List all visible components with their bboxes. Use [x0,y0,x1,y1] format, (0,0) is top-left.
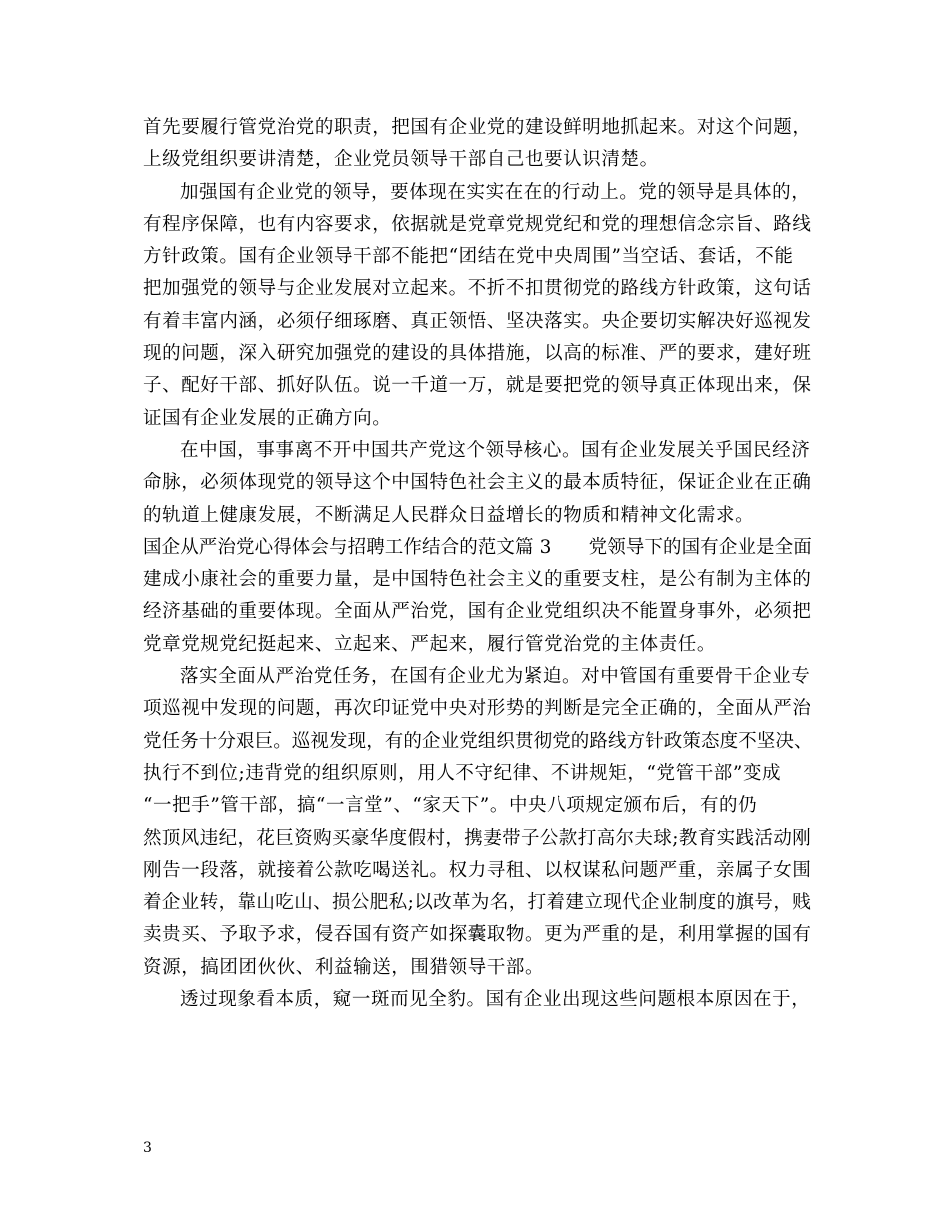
text-line: 经济基础的重要体现。全面从严治党，国有企业党组织决不能置身事外，必须把 [143,601,812,623]
text-line: 国企从严治党心得体会与招聘工作结合的范文篇 3 党领导下的国有企业是全面 [143,536,812,558]
text-line: 现的问题，深入研究加强党的建设的具体措施，以高的标准、严的要求，建好班 [143,343,812,365]
text-line: 首先要履行管党治党的职责，把国有企业党的建设鲜明地抓起来。对这个问题， [143,117,812,138]
text-line: 党章党规党纪挺起来、立起来、严起来，履行管党治党的主体责任。 [143,633,717,655]
text-line: 党任务十分艰巨。巡视发现，有的企业党组织贯彻党的路线方针政策态度不坚决、 [143,730,813,752]
text-line: “一把手”管干部，搞“一言堂”、“家天下”。中央八项规定颁布后，有的仍 [143,795,758,817]
text-line: 项巡视中发现的问题，再次印证党中央对形势的判断是完全正确的，全面从严治 [143,698,812,720]
text-line: 的轨道上健康发展，不断满足人民群众日益增长的物质和精神文化需求。 [143,504,755,526]
text-line: 卖贵买、予取予求，侵吞国有资产如探囊取物。更为严重的是，利用掌握的国有 [143,924,812,946]
page-number: 3 [143,1140,152,1156]
text-line: 有着丰富内涵，必须仔细琢磨、真正领悟、坚决落实。央企要切实解决好巡视发 [143,310,812,332]
text-line: 透过现象看本质，窥一斑而见全豹。国有企业出现这些问题根本原因在于， [180,989,811,1011]
text-line: 刚告一段落，就接着公款吃喝送礼。权力寻租、以权谋私问题严重，亲属子女围 [143,859,812,881]
text-line: 上级党组织要讲清楚，企业党员领导干部自己也要认识清楚。 [143,149,659,171]
text-line: 建成小康社会的重要力量，是中国特色社会主义的重要支柱，是公有制为主体的 [143,569,812,591]
text-line: 把加强党的领导与企业发展对立起来。不折不扣贯彻党的路线方针政策，这句话 [143,278,812,300]
text-line: 然顶风违纪，花巨资购买豪华度假村，携妻带子公款打高尔夫球;教育实践活动刚 [143,827,812,849]
document-body [143,112,813,1016]
text-line: 着企业转，靠山吃山、损公肥私;以改革为名，打着建立现代企业制度的旗号，贱 [143,892,812,914]
text-line: 加强国有企业党的领导，要体现在实实在在的行动上。党的领导是具体的， [180,181,811,203]
text-line: 方针政策。国有企业领导干部不能把“团结在党中央周围”当空话、套话，不能 [143,246,794,268]
text-line: 在中国，事事离不开中国共产党这个领导核心。国有企业发展关乎国民经济 [180,439,811,461]
text-line: 落实全面从严治党任务，在国有企业尤为紧迫。对中管国有重要骨干企业专 [180,666,811,688]
text-line: 证国有企业发展的正确方向。 [143,407,392,429]
text-line: 命脉，必须体现党的领导这个中国特色社会主义的最本质特征，保证企业在正确 [143,472,812,494]
text-line: 资源，搞团团伙伙、利益输送，围猎领导干部。 [143,956,545,978]
text-line: 执行不到位;违背党的组织原则，用人不守纪律、不讲规矩，“党管干部”变成 [143,762,782,784]
text-line: 有程序保障，也有内容要求，依据就是党章党规党纪和党的理想信念宗旨、路线 [143,213,812,235]
text-line: 子、配好干部、抓好队伍。说一千道一万，就是要把党的领导真正体现出来，保 [143,375,812,397]
